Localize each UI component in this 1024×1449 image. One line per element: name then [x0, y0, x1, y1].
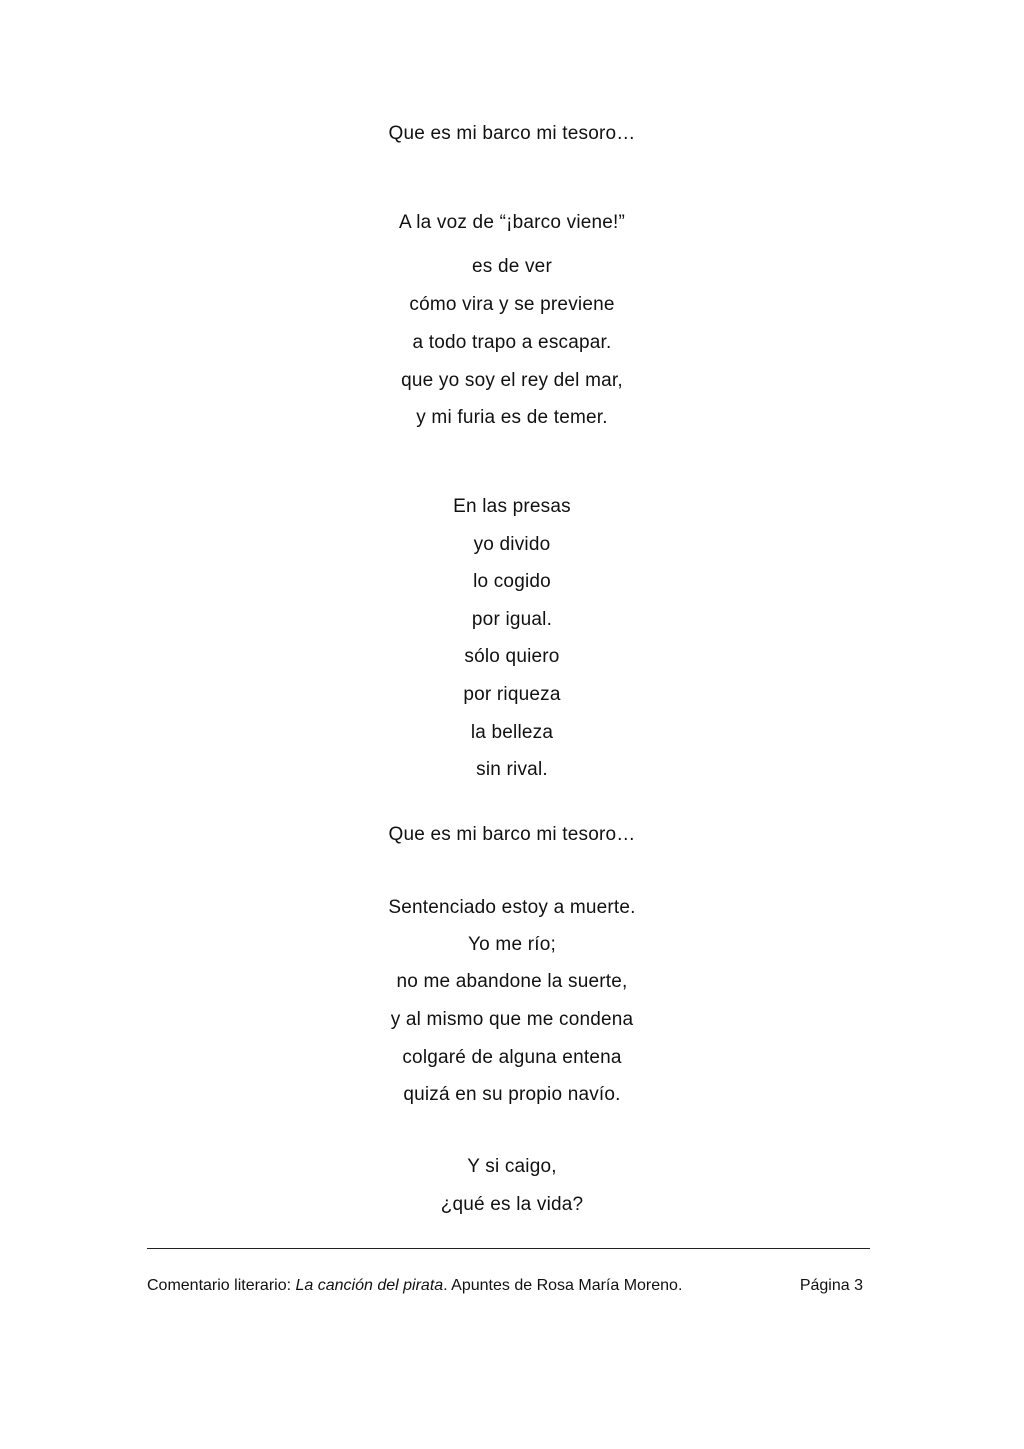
poem-line: es de ver [472, 256, 552, 277]
page-footer [147, 1274, 863, 1298]
poem-line: quizá en su propio navío. [403, 1084, 621, 1105]
poem-line: por igual. [471, 609, 553, 630]
poem-line: Que es mi barco mi tesoro… [388, 824, 636, 845]
page-number: Página 3 [799, 1277, 863, 1294]
footer-citation [147, 1274, 682, 1298]
poem-line: sin rival. [476, 759, 548, 780]
poem-line: yo divido [473, 534, 551, 555]
poem-line: lo cogido [473, 571, 551, 592]
poem-line: Sentenciado estoy a muerte. [388, 897, 636, 918]
poem-line: Y si caigo, [467, 1156, 557, 1177]
poem-line: por riqueza [463, 684, 561, 705]
poem-line: la belleza [470, 722, 554, 743]
poem-line: En las presas [453, 496, 571, 517]
footer-suffix: . Apuntes de Rosa María Moreno. [443, 1277, 683, 1294]
poem-line: que yo soy el rey del mar, [401, 370, 623, 391]
poem-line: a todo trapo a escapar. [412, 332, 612, 353]
poem-line: y al mismo que me condena [390, 1009, 634, 1030]
footer-prefix: Comentario literario: [147, 1277, 296, 1294]
poem-line: no me abandone la suerte, [396, 971, 628, 992]
poem-line: sólo quiero [464, 646, 560, 667]
poem-line: y mi furia es de temer. [416, 407, 608, 428]
poem-line: Que es mi barco mi tesoro… [388, 123, 636, 144]
footer-divider [147, 1248, 870, 1249]
footer-work-title: La canción del pirata [295, 1277, 444, 1294]
poem-line: A la voz de “¡barco viene!” [398, 212, 626, 233]
poem-line: Yo me río; [468, 934, 556, 955]
poem-line: cómo vira y se previene [409, 294, 615, 315]
poem-line: ¿qué es la vida? [440, 1194, 584, 1215]
poem-line: colgaré de alguna entena [402, 1047, 622, 1068]
